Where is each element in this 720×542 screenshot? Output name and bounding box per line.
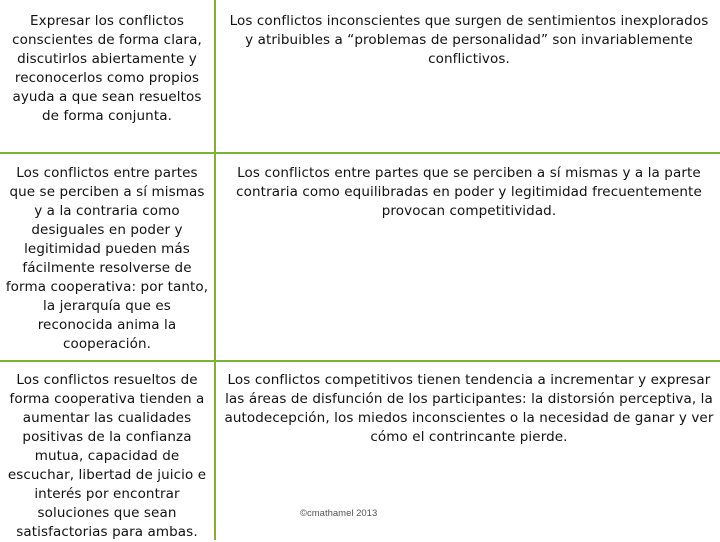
row-divider-2 bbox=[0, 360, 720, 362]
row-2-left-text: Los conflictos entre partes que se perciben a sí mismas y a la contraria como desiguales en poder y legitimidad pueden más fácilmente resolverse de forma cooperativa: por tanto, la jerarquía que es reconocida anima la cooperación. bbox=[5, 165, 209, 352]
row-3-right-text: Los conflictos competitivos tienen tendencia a incrementar y expresar las áreas de disfunción de los participantes: la distorsión perceptiva, la autodecepción, los miedos inconscientes o la necesidad de ganar y ver cómo el contrincante pierde. bbox=[224, 372, 714, 445]
column-divider bbox=[214, 0, 216, 540]
row-1-right-text: Los conflictos inconscientes que surgen de sentimientos inexplorados y atribuibles a “problemas de personalidad” son invariablemente conflictivos. bbox=[229, 13, 709, 67]
copyright-notice: ©cmathamel 2013 bbox=[300, 508, 378, 519]
row-divider-1 bbox=[0, 152, 720, 154]
row-1-left-text: Expresar los conflictos conscientes de forma clara, discutirlos abiertamente y reconocerlos como propios ayuda a que sean resueltos de forma conjunta. bbox=[12, 13, 202, 124]
row-3-left-text: Los conflictos resueltos de forma cooperativa tienden a aumentar las cualidades positivas de la confianza mutua, capacidad de escuchar, libertad de juicio e interés por encontrar soluciones que sean satisfactorias para ambas. bbox=[7, 372, 207, 540]
row-2-right-text: Los conflictos entre partes que se perciben a sí mismas y a la parte contraria como equilibradas en poder y legitimidad frecuentemente provocan competitividad. bbox=[236, 165, 702, 219]
